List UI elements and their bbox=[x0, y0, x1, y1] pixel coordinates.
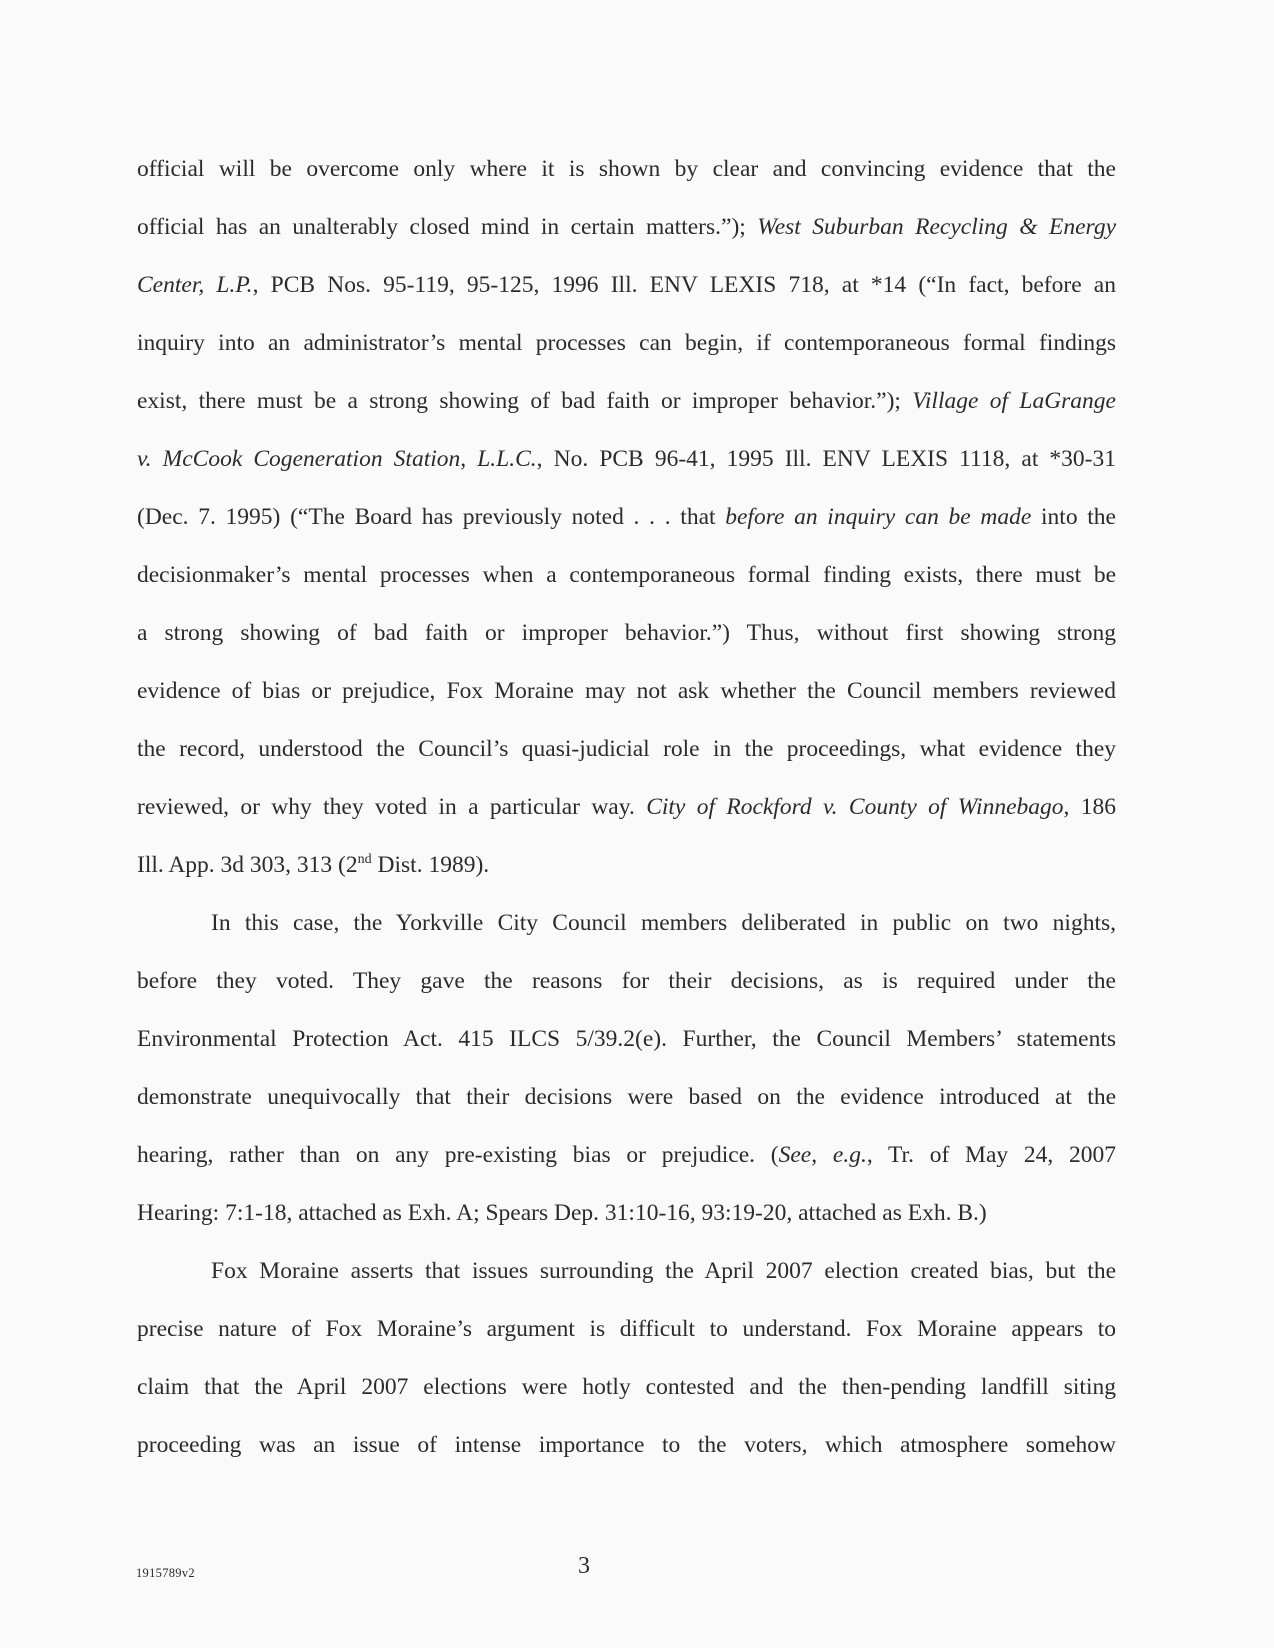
paragraph bbox=[137, 894, 1116, 1242]
text-run: Environmental Protection Act. 415 ILCS 5/39.2(e). Further, the Council Members’ statements bbox=[137, 1026, 1116, 1052]
text-line bbox=[137, 894, 1116, 952]
text-run: hearing, rather than on any pre-existing bias or prejudice. ( bbox=[137, 1142, 779, 1168]
citation-text: Center, L.P. bbox=[137, 272, 253, 298]
text-line bbox=[137, 1010, 1116, 1068]
text-line bbox=[137, 198, 1116, 256]
text-run: , Tr. of May 24, 2007 bbox=[866, 1142, 1117, 1168]
text-run: , 186 bbox=[1063, 794, 1116, 820]
body-text bbox=[137, 140, 1116, 1474]
text-run: official has an unalterably closed mind in certain matters.”); bbox=[137, 214, 758, 240]
text-line bbox=[137, 1300, 1116, 1358]
text-line bbox=[137, 720, 1116, 778]
text-line bbox=[137, 1358, 1116, 1416]
text-line bbox=[137, 256, 1116, 314]
text-run: inquiry into an administrator’s mental processes can begin, if contemporaneous formal findings bbox=[137, 330, 1116, 356]
text-run: Dist. 1989). bbox=[371, 852, 490, 878]
text-run: , PCB Nos. 95-119, 95-125, 1996 Ill. ENV LEXIS 718, at *14 (“In fact, before an bbox=[252, 272, 1116, 298]
text-line bbox=[137, 488, 1116, 546]
text-run: Ill. App. 3d 303, 313 (2 bbox=[137, 852, 358, 878]
text-line bbox=[137, 952, 1116, 1010]
text-line bbox=[137, 836, 1116, 894]
text-line bbox=[137, 778, 1116, 836]
text-run: evidence of bias or prejudice, Fox Moraine may not ask whether the Council members reviewed bbox=[137, 678, 1116, 704]
text-line bbox=[137, 430, 1116, 488]
text-line bbox=[137, 314, 1116, 372]
text-line bbox=[137, 1416, 1116, 1474]
text-run: precise nature of Fox Moraine’s argument is difficult to understand. Fox Moraine appears to bbox=[137, 1316, 1116, 1342]
text-run: , No. PCB 96-41, 1995 Ill. ENV LEXIS 1118, at *30-31 bbox=[536, 446, 1117, 472]
text-line bbox=[137, 372, 1116, 430]
text-run: reviewed, or why they voted in a particular way. bbox=[137, 794, 647, 820]
citation-text: City of Rockford v. County of Winnebago bbox=[646, 794, 1064, 820]
text-run: (Dec. 7. 1995) (“The Board has previously noted . . . that bbox=[137, 504, 726, 530]
text-run: proceeding was an issue of intense importance to the voters, which atmosphere somehow bbox=[137, 1432, 1116, 1458]
text-run: In this case, the Yorkville City Council members deliberated in public on two nights, bbox=[211, 910, 1116, 936]
paragraph bbox=[137, 140, 1116, 894]
citation-text: e.g. bbox=[832, 1142, 867, 1168]
text-run: before they voted. They gave the reasons for their decisions, as is required under the bbox=[137, 968, 1116, 994]
text-line bbox=[137, 546, 1116, 604]
text-run: Fox Moraine asserts that issues surrounding the April 2007 election created bias, but the bbox=[211, 1258, 1116, 1284]
text-run: official will be overcome only where it is shown by clear and convincing evidence that the bbox=[137, 156, 1116, 182]
ordinal-suffix: nd bbox=[357, 852, 372, 868]
page-number: 3 bbox=[578, 1553, 590, 1579]
text-line bbox=[137, 1242, 1116, 1300]
text-run: Hearing: 7:1-18, attached as Exh. A; Spears Dep. 31:10-16, 93:19-20, attached as Exh. B.) bbox=[137, 1200, 987, 1226]
text-line bbox=[137, 662, 1116, 720]
text-run: the record, understood the Council’s quasi-judicial role in the proceedings, what evidence they bbox=[137, 736, 1116, 762]
text-line bbox=[137, 140, 1116, 198]
text-run: a strong showing of bad faith or improper behavior.”) Thus, without first showing strong bbox=[137, 620, 1116, 646]
text-line bbox=[137, 1184, 1116, 1242]
paragraph bbox=[137, 1242, 1116, 1474]
document-id: 1915789v2 bbox=[136, 1566, 195, 1580]
text-run: , bbox=[811, 1142, 833, 1168]
text-run: exist, there must be a strong showing of bad faith or improper behavior.”); bbox=[137, 388, 913, 414]
citation-text: See bbox=[778, 1142, 812, 1168]
text-run: decisionmaker’s mental processes when a contemporaneous formal finding exists, there must be bbox=[137, 562, 1116, 588]
citation-text: West Suburban Recycling & Energy bbox=[757, 214, 1116, 240]
text-run: demonstrate unequivocally that their decisions were based on the evidence introduced at the bbox=[137, 1084, 1116, 1110]
text-run: claim that the April 2007 elections were hotly contested and the then-pending landfill siting bbox=[137, 1374, 1116, 1400]
text-line bbox=[137, 1126, 1116, 1184]
text-line bbox=[137, 1068, 1116, 1126]
text-line bbox=[137, 604, 1116, 662]
citation-text: before an inquiry can be made bbox=[725, 504, 1032, 530]
text-run: into the bbox=[1031, 504, 1116, 530]
citation-text: Village of LaGrange bbox=[912, 388, 1116, 414]
citation-text: v. McCook Cogeneration Station, L.L.C. bbox=[137, 446, 537, 472]
